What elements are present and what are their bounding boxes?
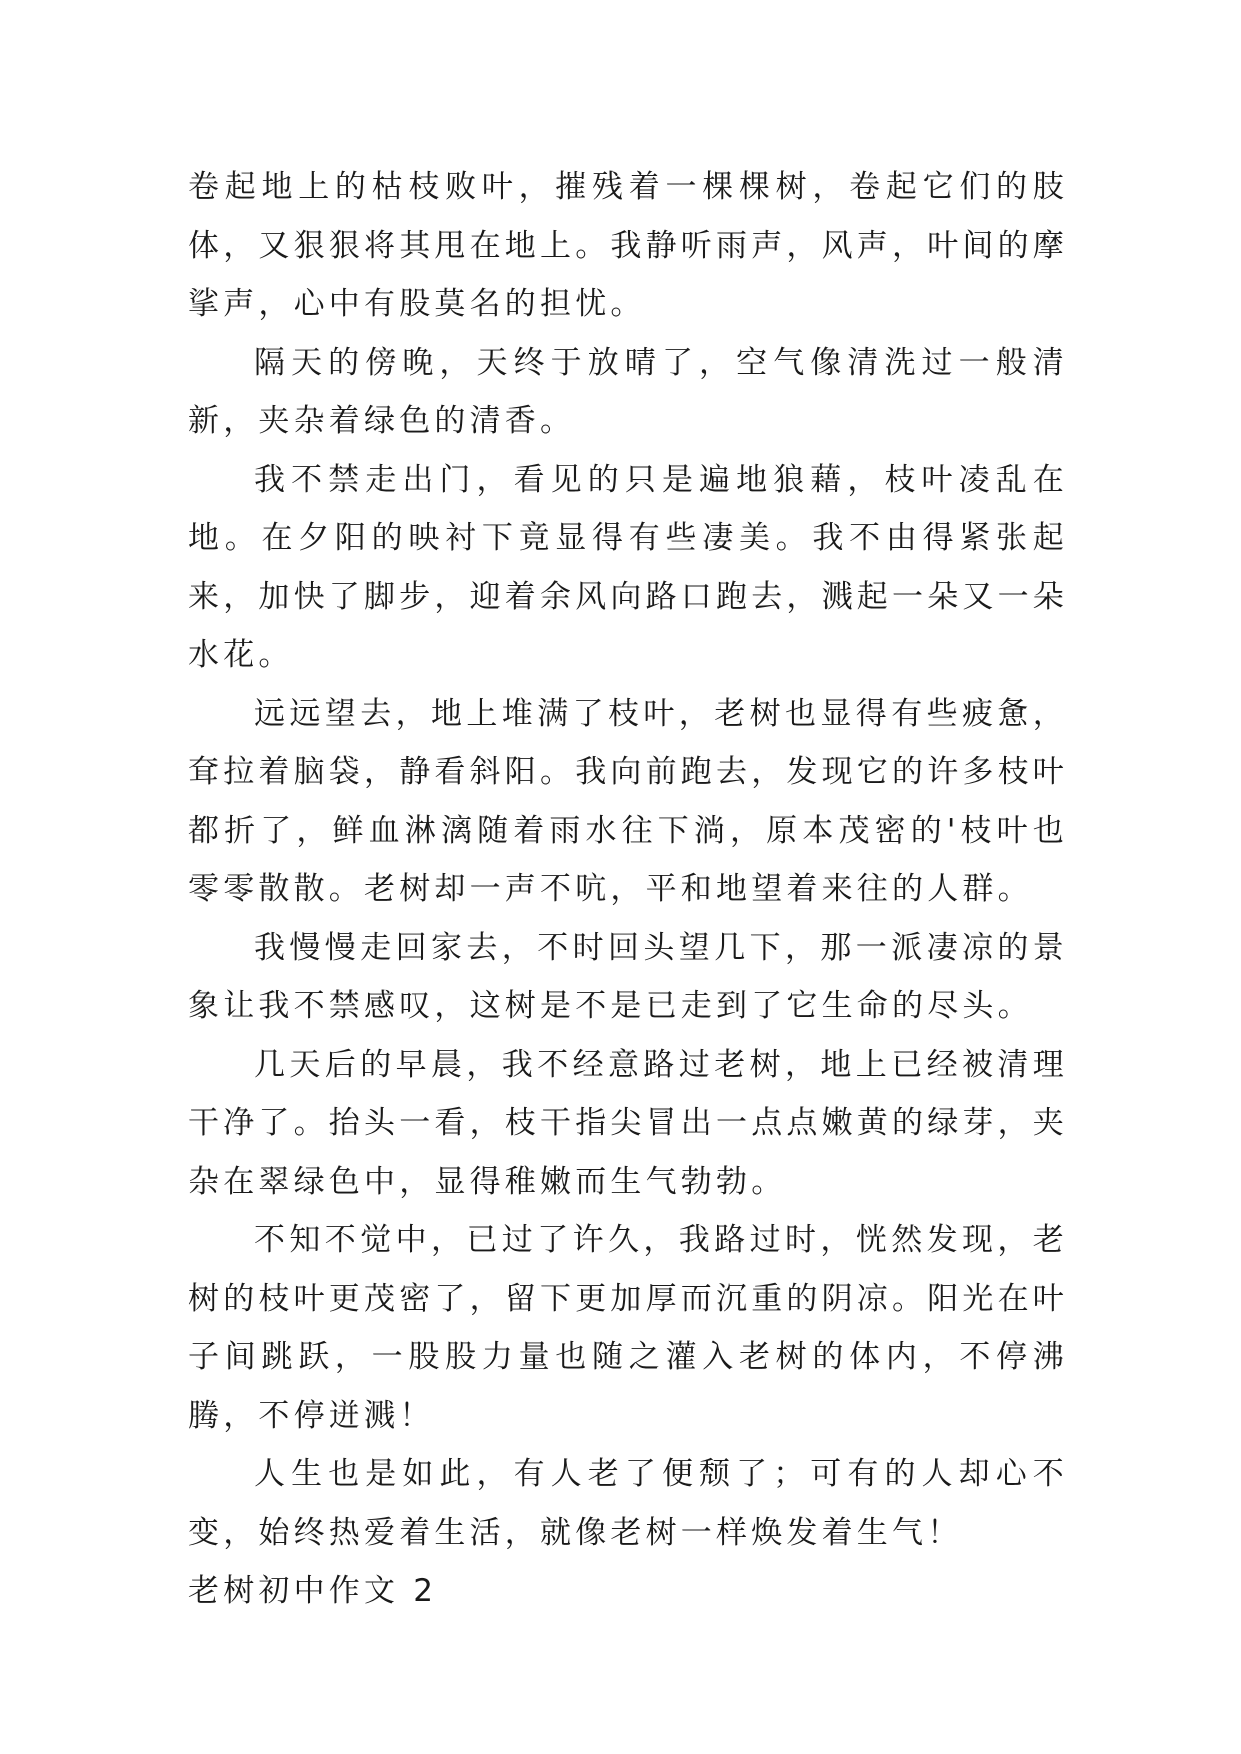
paragraph-7: 不知不觉中，已过了许久，我路过时，恍然发现，老树的枝叶更茂密了，留下更加厚而沉重的阴凉。阳光在叶子间跳跃，一股股力量也随之灌入老树的体内，不停沸腾，不停迸溅！ xyxy=(188,1222,1068,1434)
paragraph-6: 几天后的早晨，我不经意路过老树，地上已经被清理干净了。抬头一看，枝干指尖冒出一点点嫩黄的绿芽，夹杂在翠绿色中，显得稚嫩而生气勃勃。 xyxy=(188,1046,1068,1200)
paragraph-5: 我慢慢走回家去，不时回头望几下，那一派凄凉的景象让我不禁感叹，这树是不是已走到了它生命的尽头。 xyxy=(188,929,1068,1024)
paragraph-2: 隔天的傍晚，天终于放晴了，空气像清洗过一般清新，夹杂着绿色的清香。 xyxy=(188,344,1068,439)
paragraph-1: 卷起地上的枯枝败叶，摧残着一棵棵树，卷起它们的肢体，又狠狠将其甩在地上。我静听雨声，风声，叶间的摩挲声，心中有股莫名的担忧。 xyxy=(188,169,1068,322)
paragraph-8: 人生也是如此，有人老了便颓了；可有的人却心不变，始终热爱着生活，就像老树一样焕发着生气！ xyxy=(188,1456,1068,1551)
paragraph-4: 远远望去，地上堆满了枝叶，老树也显得有些疲惫，耷拉着脑袋，静看斜阳。我向前跑去，发现它的许多枝叶都折了，鲜血淋漓随着雨水往下淌，原本茂密的'枝叶也零零散散。老树却一声不吭，平和地望着来往的人群。 xyxy=(188,695,1068,907)
document-body xyxy=(188,158,1068,1621)
paragraph-3: 我不禁走出门，看见的只是遍地狼藉，枝叶凌乱在地。在夕阳的映衬下竟显得有些凄美。我不由得紧张起来，加快了脚步，迎着余风向路口跑去，溅起一朵又一朵水花。 xyxy=(188,461,1068,673)
section-heading: 老树初中作文 2 xyxy=(188,1573,438,1609)
